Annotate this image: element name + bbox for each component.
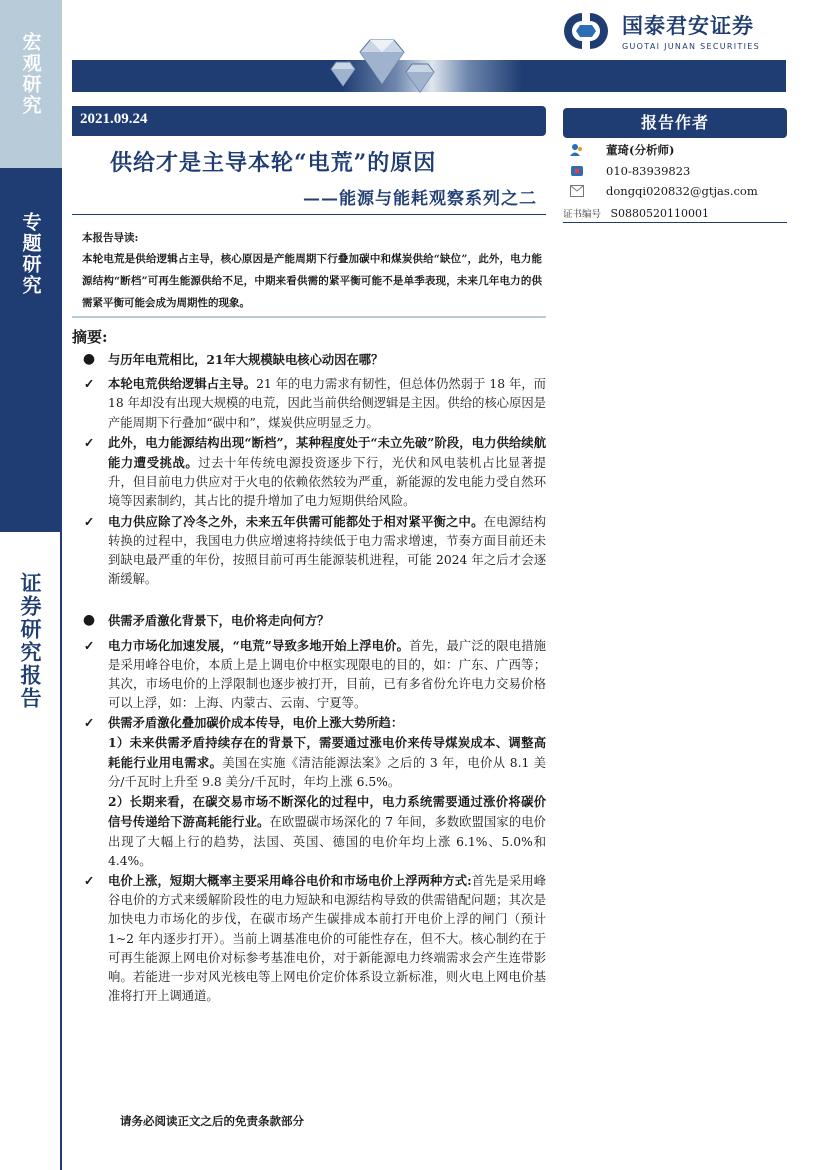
author-heading: 报告作者 bbox=[563, 108, 787, 138]
author-divider bbox=[563, 222, 787, 223]
check-icon: ✓ bbox=[83, 873, 95, 889]
cert-label: 证书编号 bbox=[563, 209, 602, 220]
item-paragraph bbox=[108, 792, 546, 871]
abstract-label: 摘要: bbox=[72, 328, 108, 346]
bullet-icon: ● bbox=[82, 351, 96, 367]
left-sidebar bbox=[0, 0, 62, 1170]
list-item bbox=[80, 871, 546, 1006]
author-name: 董琦(分析师) bbox=[606, 143, 675, 157]
item-text: 美国在实施《清洁能源法案》之后的 3 年，电价从 8.1 美分/千瓦时上升至 9.8 美分/千瓦时，年均上涨 6.5%。 bbox=[108, 755, 546, 790]
guide-divider bbox=[72, 316, 546, 318]
person-icon bbox=[570, 143, 584, 157]
author-email[interactable]: dongqi020832@gtjas.com bbox=[606, 184, 758, 198]
title-divider bbox=[72, 214, 546, 215]
item-text: 首先是采用峰谷电价的方式来缓解阶段性的电力短缺和电源结构导致的供需错配问题；其次是加快电力市场化的步伐，在碳市场产生碳排成本前打开电价上浮的闸门（预计 1~2 年内逐步打开）。当前上调基准电价的可能性存在，但不大。核心制约在于可再生能源上网电价对标参考基准电价，对于新能源电力终端需求会产生连带影响。若能进一步对风光核电等上网电价定价体系设立新标准，则火电上网电价基准将打开上调通道。 bbox=[108, 874, 546, 1004]
list-item bbox=[80, 433, 546, 512]
item-lead: 供需矛盾激化叠加碳价成本传导，电价上涨大势所趋： bbox=[108, 715, 404, 731]
author-phone-row bbox=[570, 164, 690, 178]
item-lead: 此外，电力能源结构出现“断档”，某种程度处于“未立先破”阶段，电力供给续航能力遭受挑战。 bbox=[108, 434, 546, 471]
sidebar-section-macro bbox=[0, 0, 62, 168]
mail-icon bbox=[570, 184, 584, 198]
logo-mark-icon bbox=[560, 11, 612, 51]
section-heading-2 bbox=[80, 611, 546, 631]
section-heading-text: 供需矛盾激化背景下，电价将走向何方？ bbox=[108, 613, 330, 629]
item-sublead: 1）未来供需矛盾持续存在的背景下，需要通过涨电价来传导煤炭成本、调整高耗能行业用电需求。 bbox=[108, 734, 546, 770]
report-guide bbox=[72, 226, 546, 314]
check-icon: ✓ bbox=[83, 513, 95, 529]
item-lead: 电力供应除了冷冬之外，未来五年供需可能都处于相对紧平衡之中。 bbox=[108, 513, 484, 529]
item-lead: 电力市场化加速发展，“电荒”导致多地开始上浮电价。 bbox=[108, 637, 410, 653]
disclaimer-note: 请务必阅读正文之后的免责条款部分 bbox=[120, 1114, 304, 1128]
item-lead: 本轮电荒供给逻辑占主导。 bbox=[108, 376, 257, 392]
sidebar-section-report-type bbox=[0, 532, 62, 1170]
sidebar-label-special: 专题研究 bbox=[19, 212, 42, 296]
list-item bbox=[80, 636, 546, 714]
list-item bbox=[80, 374, 546, 433]
bullet-icon: ● bbox=[82, 612, 96, 629]
item-text: 在欧盟碳市场深化的 7 年间，多数欧盟国家的电价出现了大幅上行的趋势，法国、英国、德国的电价年均上涨 6.1%、5.0%和 4.4%。 bbox=[108, 815, 546, 868]
check-icon: ✓ bbox=[83, 376, 95, 392]
sidebar-section-special bbox=[0, 168, 62, 532]
section-heading-1 bbox=[80, 350, 546, 370]
list-item bbox=[80, 713, 546, 871]
check-icon: ✓ bbox=[83, 637, 95, 653]
item-lead: 电价上涨，短期大概率主要采用峰谷电价和市场电价上浮两种方式: bbox=[108, 873, 472, 889]
author-email-row bbox=[570, 184, 758, 198]
check-icon: ✓ bbox=[83, 715, 95, 731]
brand-name-cn: 国泰君安证券 bbox=[622, 14, 754, 38]
item-text: 21 年的电力需求有韧性，但总体仍然弱于 18 年，而 18 年却没有出现大规模的电荒，因此当前供给侧逻辑是主因。供给的核心原因是产能周期下行叠加“碳中和”，煤炭供应明显乏力。 bbox=[108, 377, 546, 430]
author-phone: 010-83939823 bbox=[606, 164, 691, 178]
item-sublead: 2）长期来看，在碳交易市场不断深化的过程中，电力系统需要通过涨价将碳价信号传递给下游高耗能行业。 bbox=[108, 794, 546, 830]
item-text: 在电源结构转换的过程中，我国电力供应增速将持续低于电力需求增速，节奏方面目前还未到缺电最严重的年份，按照目前可再生能源装机进程，可能 2024 年之后才会逐渐缓解。 bbox=[108, 514, 546, 587]
phone-icon bbox=[570, 164, 584, 178]
report-title: 供给才是主导本轮“电荒”的原因 bbox=[110, 150, 437, 176]
brand-logo bbox=[560, 10, 760, 51]
brand-name-en: GUOTAI JUNAN SECURITIES bbox=[622, 42, 760, 51]
item-paragraph bbox=[108, 733, 546, 793]
sidebar-label-report-type: 证券研究报告 bbox=[18, 572, 43, 710]
item-text: 过去十年传统电源投资逐步下行，光伏和风电装机占比显著提升，但目前电力供应对于火电的依赖依然较为严重，新能源的发电能力受自然环境等因素制约，其占比的提升增加了电力短期供给风险。 bbox=[108, 456, 546, 509]
guide-text: 本轮电荒是供给逻辑占主导，核心原因是产能周期下行叠加碳中和煤炭供给“缺位”，此外，电力能源结构“断档”可再生能源供给不足，中期来看供需的紧平衡可能不是单季表现，未来几年电力的供需紧平衡可能会成为周期性的现象。 bbox=[82, 253, 542, 309]
report-subtitle: ——能源与能耗观察系列之二 bbox=[303, 189, 537, 209]
guide-label: 本报告导读: bbox=[82, 232, 139, 244]
check-icon: ✓ bbox=[83, 434, 95, 450]
author-cert-row bbox=[563, 206, 709, 220]
list-item bbox=[80, 512, 546, 590]
section-heading-text: 与历年电荒相比，21年大规模缺电核心动因在哪？ bbox=[108, 352, 384, 367]
report-date: 2021.09.24 bbox=[80, 111, 148, 127]
author-name-row bbox=[570, 142, 674, 158]
cert-number: S0880520110001 bbox=[610, 207, 710, 220]
item-text: 首先，最广泛的限电措施是采用峰谷电价，本质上是上调电价中枢实现限电的目的，如：广东、广西等；其次，市场电价的上浮限制也逐步被打开，目前，已有多省份允许电力交易价格可以上浮，如：上海、内蒙古、云南、宁夏等。 bbox=[108, 638, 546, 711]
sidebar-label-macro: 宏观研究 bbox=[19, 32, 42, 116]
date-bar bbox=[72, 106, 546, 136]
abstract-body bbox=[80, 350, 546, 1007]
diamond-decoration-icon bbox=[330, 36, 460, 96]
